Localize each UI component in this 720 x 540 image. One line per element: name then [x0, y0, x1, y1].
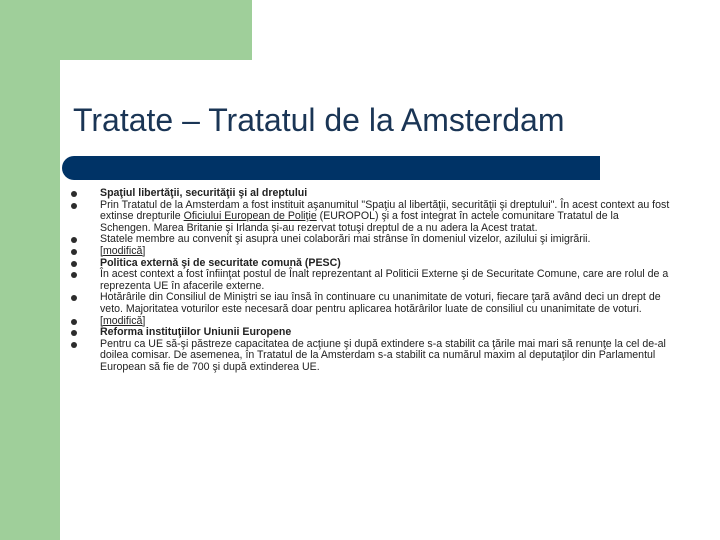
list-item-text: Politica externă şi de securitate comună (PESC) — [100, 256, 341, 269]
list-item-text: Pentru ca UE să-şi păstreze capacitatea de acţiune şi după extindere s-a stabilit ca ţările mai mari să renunţe la cel de-al doilea comisar. De asemenea, în Tratatul de la Amsterdam s-a stabilit ca numărul maxim al deputaţilor din Parlamentul European să fie de 700 şi după extinderea UE. — [100, 337, 666, 373]
bullet-list — [70, 188, 670, 374]
bullet-icon — [71, 319, 77, 325]
bullet-icon — [71, 272, 77, 278]
europol-link[interactable]: Oficiului European de Poliţie — [183, 210, 317, 223]
bullet-icon — [71, 295, 77, 301]
bullet-icon — [71, 203, 77, 209]
bullet-icon — [71, 249, 77, 255]
list-item — [70, 234, 670, 246]
list-item-text — [100, 199, 669, 234]
slide-title: Tratate – Tratatul de la Amsterdam — [73, 102, 565, 138]
green-background-top — [0, 0, 252, 60]
list-item-text: Hotărârile din Consiliul de Miniştri se iau însă în continuare cu unanimitate de voturi, fiecare ţară având deci un drept de veto. Majoritatea voturilor este necesară doar pentru aplicarea hotărârilor luate de consiliul cu unanimitate de voturi. — [100, 291, 661, 315]
bullet-icon — [71, 342, 77, 348]
edit-link[interactable]: [modifică] — [100, 244, 146, 257]
list-item-text: Reforma instituţiilor Uniunii Europene — [100, 326, 292, 339]
list-item — [70, 269, 670, 292]
edit-link[interactable]: [modifică] — [100, 314, 146, 327]
list-item-text: Spaţiul libertăţii, securităţii şi al dreptului — [100, 187, 308, 199]
list-item-text-post: (EUROPOL) şi a fost integrat în actele comunitare Tratatul de la Schengen. Marea Britanie şi Irlanda şi-au rezervat totuşi dreptul de a nu adera la Acest tratat. — [100, 210, 619, 234]
list-item-text: Statele membre au convenit şi asupra unei colaborări mai strânse în domeniul vizelor, azilului şi imigrării. — [100, 233, 591, 246]
bullet-icon — [71, 330, 77, 336]
list-item — [70, 292, 670, 315]
bullet-icon — [71, 237, 77, 243]
list-item-text-pre: Prin Tratatul de la Amsterdam a fost instituit aşanumitul "Spaţiu al libertăţii, securităţii şi dreptului". În acest context au fost extinse drepturile — [100, 198, 670, 223]
list-item — [70, 200, 670, 235]
list-item-text: În acest context a fost înfiinţat postul de Înalt reprezentant al Politicii Externe şi de Securitate Comune, care are rolul de a reprezenta UE în afacerile externe. — [100, 268, 669, 292]
green-background-left — [0, 0, 60, 540]
bullet-icon — [71, 261, 77, 267]
title-divider-bar — [62, 156, 600, 180]
list-item — [70, 339, 670, 374]
bullet-icon — [71, 191, 77, 197]
